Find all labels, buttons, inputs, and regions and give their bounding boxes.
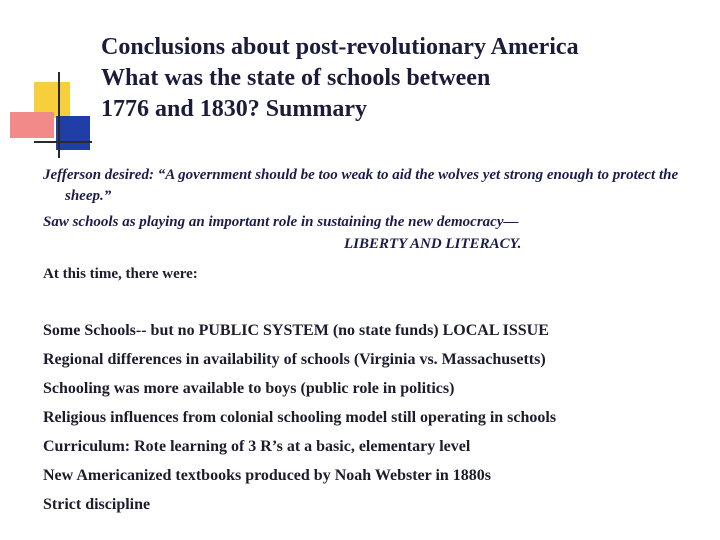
slide-title-line-3: 1776 and 1830? Summary (101, 96, 368, 122)
summary-list (43, 316, 713, 519)
logo-red-rectangle (10, 112, 54, 138)
summary-item: Strict discipline (43, 496, 151, 513)
summary-item: Curriculum: Rote learning of 3 R’s at a basic, elementary level (43, 438, 471, 455)
jefferson-quote: Jefferson desired: “A government should be too weak to aid the wolves yet strong enough to protect the sheep.” (43, 167, 679, 204)
jefferson-section (43, 165, 683, 255)
liberty-literacy-text: LIBERTY AND LITERACY. (344, 236, 522, 252)
logo-vertical-line (58, 72, 60, 158)
summary-item: Schooling was more available to boys (public role in politics) (43, 380, 455, 397)
slide-title-line-2: What was the state of schools between (101, 65, 491, 91)
summary-item: Regional differences in availability of schools (Virginia vs. Massachusetts) (43, 351, 546, 368)
logo-horizontal-line (34, 141, 92, 143)
summary-item: New Americanized textbooks produced by Noah Webster in 1880s (43, 467, 492, 484)
intro-text: At this time, there were: (43, 266, 198, 282)
summary-item: Religious influences from colonial schooling model still operating in schools (43, 409, 557, 426)
schools-role-text: Saw schools as playing an important role in sustaining the new democracy— (43, 214, 519, 230)
slide-title (101, 32, 701, 125)
slide-title-line-1: Conclusions about post-revolutionary America (101, 34, 579, 60)
slide-logo (0, 0, 100, 170)
summary-item: Some Schools-- but no PUBLIC SYSTEM (no state funds) LOCAL ISSUE (43, 322, 549, 339)
logo-blue-square (56, 116, 90, 150)
